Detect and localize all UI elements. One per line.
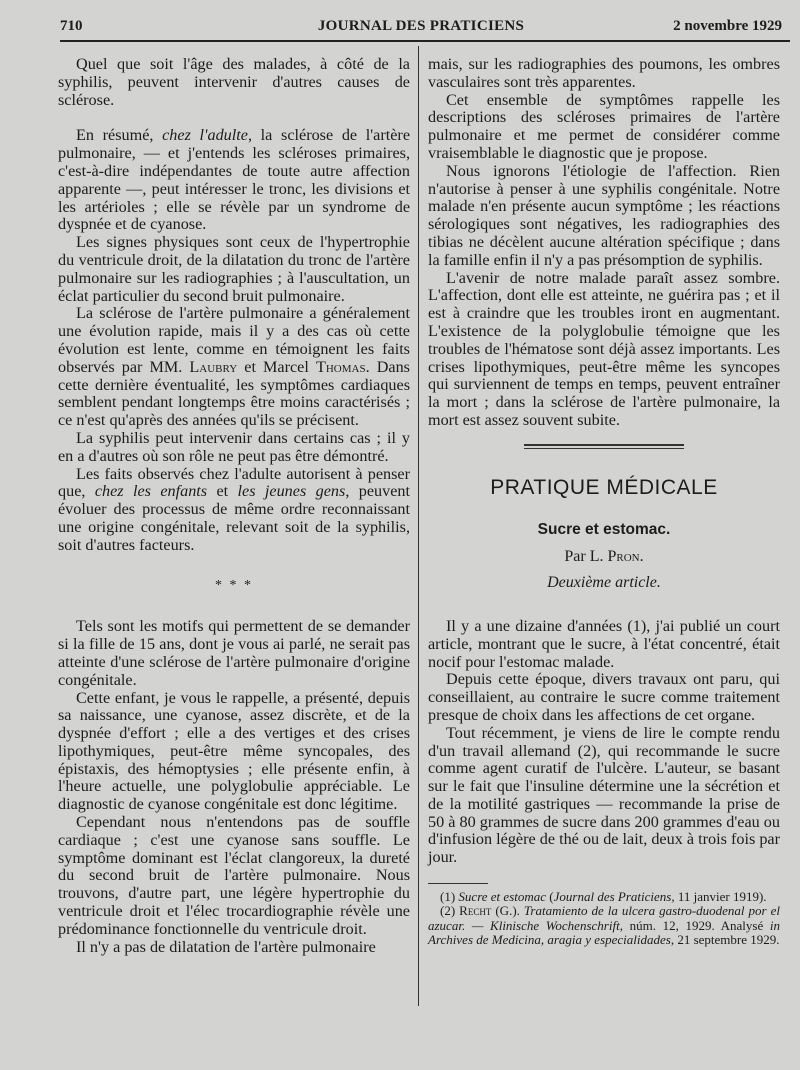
footnote-rule xyxy=(428,883,488,884)
section-title: PRATIQUE MÉDICALE xyxy=(490,475,718,499)
paragraph: Les signes physiques sont ceux de l'hypertrophie du ventricule droit, de la dilatation du tronc de l'artère pulmonaire sur les radiographies ; à l'auscultation, un éclat particulier du second bruit pulmonaire. xyxy=(58,233,410,305)
section-rule xyxy=(524,448,684,449)
paragraph: mais, sur les radiographies des poumons, les ombres vasculaires sont très apparentes. xyxy=(428,55,780,91)
paragraph: Nous ignorons l'étiologie de l'affection. Rien n'autorise à penser à une syphilis congénitale. Notre malade n'en présente aucun symptôme ; les réactions sérologiques sont négatives, les radiographies des tibias ne décèlent aucune altération spécifique ; dans la famille enfin il n'y a pas présomption de syphilis. xyxy=(428,161,780,269)
paragraph: En résumé, chez l'adulte, la sclérose de l'artère pulmonaire, — et j'entends les scléroses primaires, c'est-à-dire indépendantes de toute autre affection apparente —, peut intéresser le tronc, les divisions et les artérioles ; elle se révèle par un syndrome de dyspnée et de cyanose. xyxy=(58,126,411,234)
paragraph: Tout récemment, je viens de lire le compte rendu d'un travail allemand (2), qui recommande le sucre comme agent curatif de l'ulcère. L'auteur, se basant sur le fait que l'insuline détermine une la sécrétion et de la motilité gastriques — recommande la prise de 50 à 80 grammes de sucre dans 200 grammes d'eau ou d'infusion légère de thé ou de lait, deux à trois fois par jour. xyxy=(428,723,780,867)
column-divider xyxy=(418,46,419,1006)
article-title: Sucre et estomac. xyxy=(537,520,671,538)
paragraph: Cette enfant, je vous le rappelle, a présenté, depuis sa naissance, une cyanose, assez discrète, et de la dyspnée d'effort ; elle a des vertiges et des crises lipothymiques, peut-être même syncopales, des épistaxis, des hémoptysies ; elle présente enfin, à l'heure actuelle, une polyglobulie appréciable. Le diagnostic de cyanose congénitale est donc légitime. xyxy=(58,688,410,814)
paragraph: Il n'y a pas de dilatation de l'artère pulmonaire xyxy=(76,937,376,956)
footnote: (2) Recht (G.). Tratamiento de la ulcera gastro-duodenal por el azucar. — Klinische Wochenschrift, núm. 12, 1929. Analysé in Archives de Medicina, aragia y especialidades, 21 septembre 1929. xyxy=(428,903,780,948)
issue-date: 2 novembre 1929 xyxy=(673,18,782,34)
page-header xyxy=(60,18,782,40)
paragraph: La syphilis peut intervenir dans certains cas ; il y en a d'autres où son rôle ne peut pas être démontré. xyxy=(58,428,410,465)
section-rule xyxy=(524,444,684,446)
section-asterisks: * * * xyxy=(215,577,253,593)
left-column xyxy=(58,56,410,956)
page-number: 710 xyxy=(60,18,83,34)
article-byline: Par L. Pron. xyxy=(564,548,644,566)
paragraph: Cependant nous n'entendons pas de souffle cardiaque ; c'est une cyanose sans souffle. Le symptôme dominant est l'éclat clangoreux, la dureté du second bruit de l'artère pulmonaire. Nous trouvons, d'autre part, une légère hypertrophie du ventricule droit et l'élec trocardiographie révèle une prédominance fonctionnelle du ventricule droit. xyxy=(58,813,410,938)
paragraph: La sclérose de l'artère pulmonaire a généralement une évolution rapide, mais il y a des cas où cette évolution est lente, comme en témoignent les faits observés par MM. Laubry et Marcel Thomas. Dans cette dernière éventualité, les symptômes cardiaques semblent pendant longtemps être moins caractérisés ; ce n'est qu'après des années qu'ils se précisent. xyxy=(58,304,410,430)
paragraph: Quel que soit l'âge des malades, à côté de la syphilis, peuvent intervenir d'autres causes de sclérose. xyxy=(58,55,410,109)
paragraph: Tels sont les motifs qui permettent de se demander si la fille de 15 ans, dont je vous ai parlé, ne serait pas atteinte d'une sclérose de l'artère pulmonaire d'origine congénitale. xyxy=(58,617,410,689)
footnote: (1) Sucre et estomac (Journal des Praticiens, 11 janvier 1919). xyxy=(440,889,767,905)
header-rule xyxy=(60,40,790,42)
journal-title: JOURNAL DES PRATICIENS xyxy=(317,18,525,34)
right-column xyxy=(428,56,780,948)
article-subtitle: Deuxième article. xyxy=(547,574,661,592)
paragraph: Depuis cette époque, divers travaux ont paru, qui conseillaient, au contraire le sucre comme traitement presque de choix dans les affections de cet organe. xyxy=(428,670,780,724)
paragraph: Cet ensemble de symptômes rappelle les descriptions des scléroses primaires de l'artère pulmonaire et me permet de considérer comme vraisemblable le diagnostic que je propose. xyxy=(428,90,780,162)
paragraph: Les faits observés chez l'adulte autorisent à penser que, chez les enfants et les jeunes gens, peuvent évoluer des processus de même ordre reconnaissant une origine congénitale, relevant soit de la syphilis, soit d'autres facteurs. xyxy=(58,464,410,554)
paragraph: Il y a une dizaine d'années (1), j'ai publié un court article, montrant que le sucre, à l'état concentré, était nocif pour l'estomac malade. xyxy=(428,616,780,671)
paragraph: L'avenir de notre malade paraît assez sombre. L'affection, dont elle est atteinte, ne guérira pas ; et il est à craindre que les troubles iront en augmentant. L'existence de la polyglobulie témoigne que les troubles de l'hématose sont déjà assez importants. Les crises lipothymiques, peut-être même les syncopes qui surviennent de temps en temps, peuvent entraîner la mort ; dans la sclérose de l'artère pulmonaire, la mort est assez souvent subite. xyxy=(428,268,780,429)
